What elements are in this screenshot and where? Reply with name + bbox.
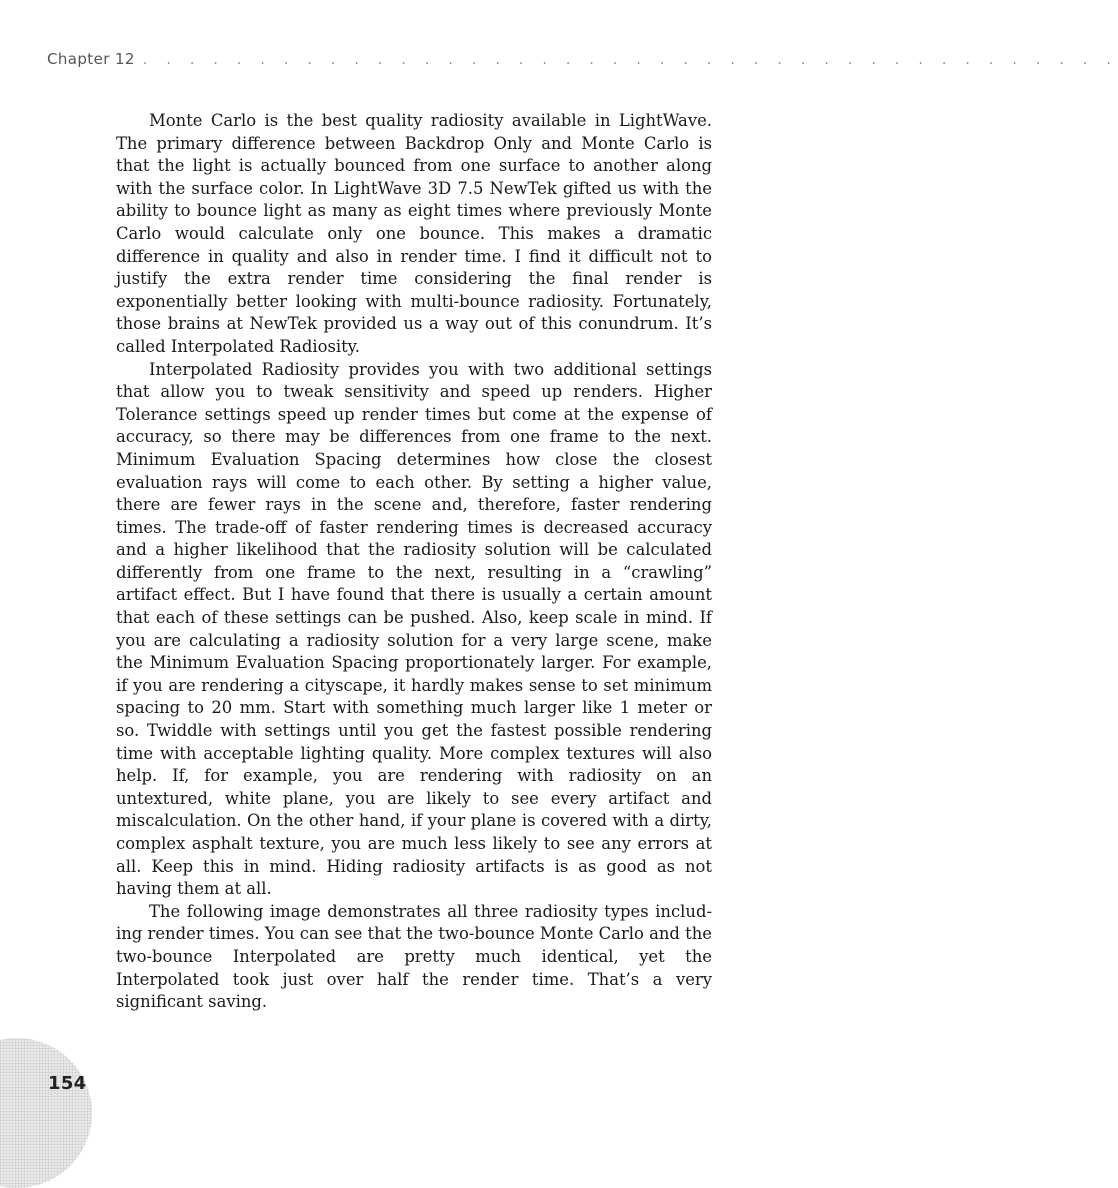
page-corner-decoration <box>0 1038 92 1188</box>
leader-dots: . . . . . . . . . . . . . . . . . . . . . . . . . . . . . . . . . . . . . . . . . . <box>142 52 1118 68</box>
body-text <box>116 110 712 1014</box>
chapter-label: Chapter 12 <box>47 50 135 68</box>
page-number: 154 <box>48 1073 87 1094</box>
paragraph-image-demonstration: The following image demonstrates all three radiosity types including render times. You can see that the two-bounce Monte Carlo and the two-bounce Interpolated are pretty much identical, yet the Interpolated took just over half the render time. That’s a very significant saving. <box>116 901 712 1012</box>
paragraph-interpolated-radiosity: Interpolated Radiosity provides you with two additional settings that allow you to tweak sensitivity and speed up renders. Higher Tolerance settings speed up render times but come at the expense of accuracy, so there may be differences from one frame to the next. Minimum Evaluation Spacing determines how close the closest evaluation rays will come to each other. By setting a higher value, there are fewer rays in the scene and, therefore, faster rendering times. The trade-off of faster rendering times is decreased accuracy and a higher likelihood that the radiosity solution will be calculated differently from one frame to the next, resulting in a “crawling” artifact effect. But I have found that there is usually a certain amount that each of these settings can be pushed. Also, keep scale in mind. If you are calculating a radiosity solution for a very large scene, make the Minimum Evaluation Spacing proportionately larger. For example, if you are rendering a cityscape, it hardly makes sense to set minimum spacing to 20 mm. Start with something much larger like 1 meter or so. Twiddle with settings until you get the fastest possible rendering time with acceptable lighting quality. More complex textures will also help. If, for example, you are rendering with radiosity on an untextured, white plane, you are likely to see every artifact and miscalculation. On the other hand, if your plane is covered with a dirty, complex asphalt texture, you are much less likely to see any errors at all. Keep this in mind. Hiding radiosity artifacts is as good as not having them at all. <box>116 359 712 899</box>
paragraph-monte-carlo: Monte Carlo is the best quality radiosity available in LightWave. The primary difference between Backdrop Only and Monte Carlo is that the light is actually bounced from one surface to another along with the surface color. In LightWave 3D 7.5 NewTek gifted us with the ability to bounce light as many as eight times where previously Monte Carlo would calculate only one bounce. This makes a dramatic difference in quality and also in render time. I find it difficult not to justify the extra render time considering the final render is exponentially better looking with multi-bounce radiosity. Fortunately, those brains at NewTek provided us a way out of this conundrum. It’s called Interpolated Radiosity. <box>116 111 712 356</box>
running-header <box>47 50 1118 74</box>
